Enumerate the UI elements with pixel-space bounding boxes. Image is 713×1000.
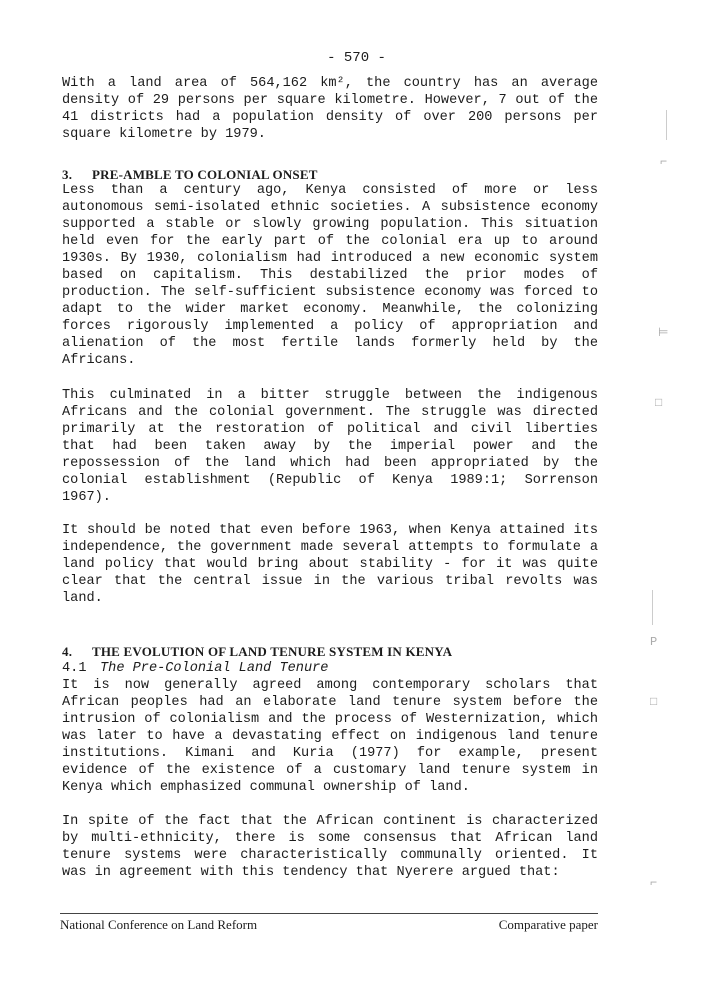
scan-artifact — [652, 590, 653, 625]
subsection-4-1-title: The Pre-Colonial Land Tenure — [100, 661, 329, 676]
scan-artifact: □ — [655, 396, 663, 410]
subsection-4-1-heading — [62, 660, 598, 677]
section-3-paragraph-3: It should be noted that even before 1963, when Kenya attained its independence, the government made several attempts to formulate a land policy that would bring about stability - for it was quite clear that the central issue in the various tribal revolts was land. — [62, 523, 598, 606]
scan-artifact: □ — [650, 695, 658, 709]
section-4-paragraph-2: In spite of the fact that the African continent is characterized by multi-ethnicity, there is some consensus that African land tenure systems were characteristically communally oriented. It was in agreement with this tendency that Nyerere argued that: — [62, 814, 598, 880]
scan-artifact — [666, 110, 667, 140]
section-4-title: THE EVOLUTION OF LAND TENURE SYSTEM IN KENYA — [92, 644, 453, 659]
section-3-number: 3. — [62, 167, 73, 182]
scan-artifact: P — [650, 635, 658, 649]
section-3-title: PRE-AMBLE TO COLONIAL ONSET — [92, 167, 318, 182]
scan-artifact: ⌐ — [660, 155, 668, 169]
section-3-paragraph-1: Less than a century ago, Kenya consisted of more or less autonomous semi-isolated ethnic societies. A subsistence economy supported a stable or slowly growing population. This situation held even for the early part of the colonial era up to around 1930s. By 1930, colonialism had introduced a new economic system based on capitalism. This destabilized the prior modes of production. The self-sufficient subsistence economy was forced to adapt to the wider market economy. Meanwhile, the colonizing forces rigorously implemented a policy of appropriation and alienation of the most fertile lands formerly held by the Africans. — [62, 183, 598, 368]
footer-left: National Conference on Land Reform — [60, 917, 258, 932]
section-3-heading — [62, 166, 598, 183]
subsection-4-1-number: 4.1 — [62, 661, 87, 676]
scan-artifact: ⊨ — [658, 326, 669, 340]
intro-paragraph: With a land area of 564,162 km², the country has an average density of 29 persons per square kilometre. However, 7 out of the 41 districts had a population density of over 200 persons per square kilometre by 1979. — [62, 76, 598, 142]
footer-rule — [60, 913, 598, 914]
footer-right: Comparative paper — [498, 917, 598, 932]
scan-artifact: ⌐ — [650, 876, 658, 890]
section-4-heading — [62, 643, 598, 660]
section-4-number: 4. — [62, 644, 73, 659]
section-3-paragraph-2: This culminated in a bitter struggle between the indigenous Africans and the colonial government. The struggle was directed primarily at the restoration of political and civil liberties that had been taken away by the imperial power and the repossession of the land which had been appropriated by the colonial establishment (Republic of Kenya 1989:1; Sorrenson 1967). — [62, 388, 598, 505]
section-4-paragraph-1: It is now generally agreed among contemporary scholars that African peoples had an elaborate land tenure system before the intrusion of colonialism and the process of Westernization, which was later to have a devastating effect on indigenous land tenure institutions. Kimani and Kuria (1977) for example, present evidence of the existence of a customary land tenure system in Kenya which emphasized communal ownership of land. — [62, 678, 598, 795]
page-number: - 570 - — [327, 50, 386, 66]
